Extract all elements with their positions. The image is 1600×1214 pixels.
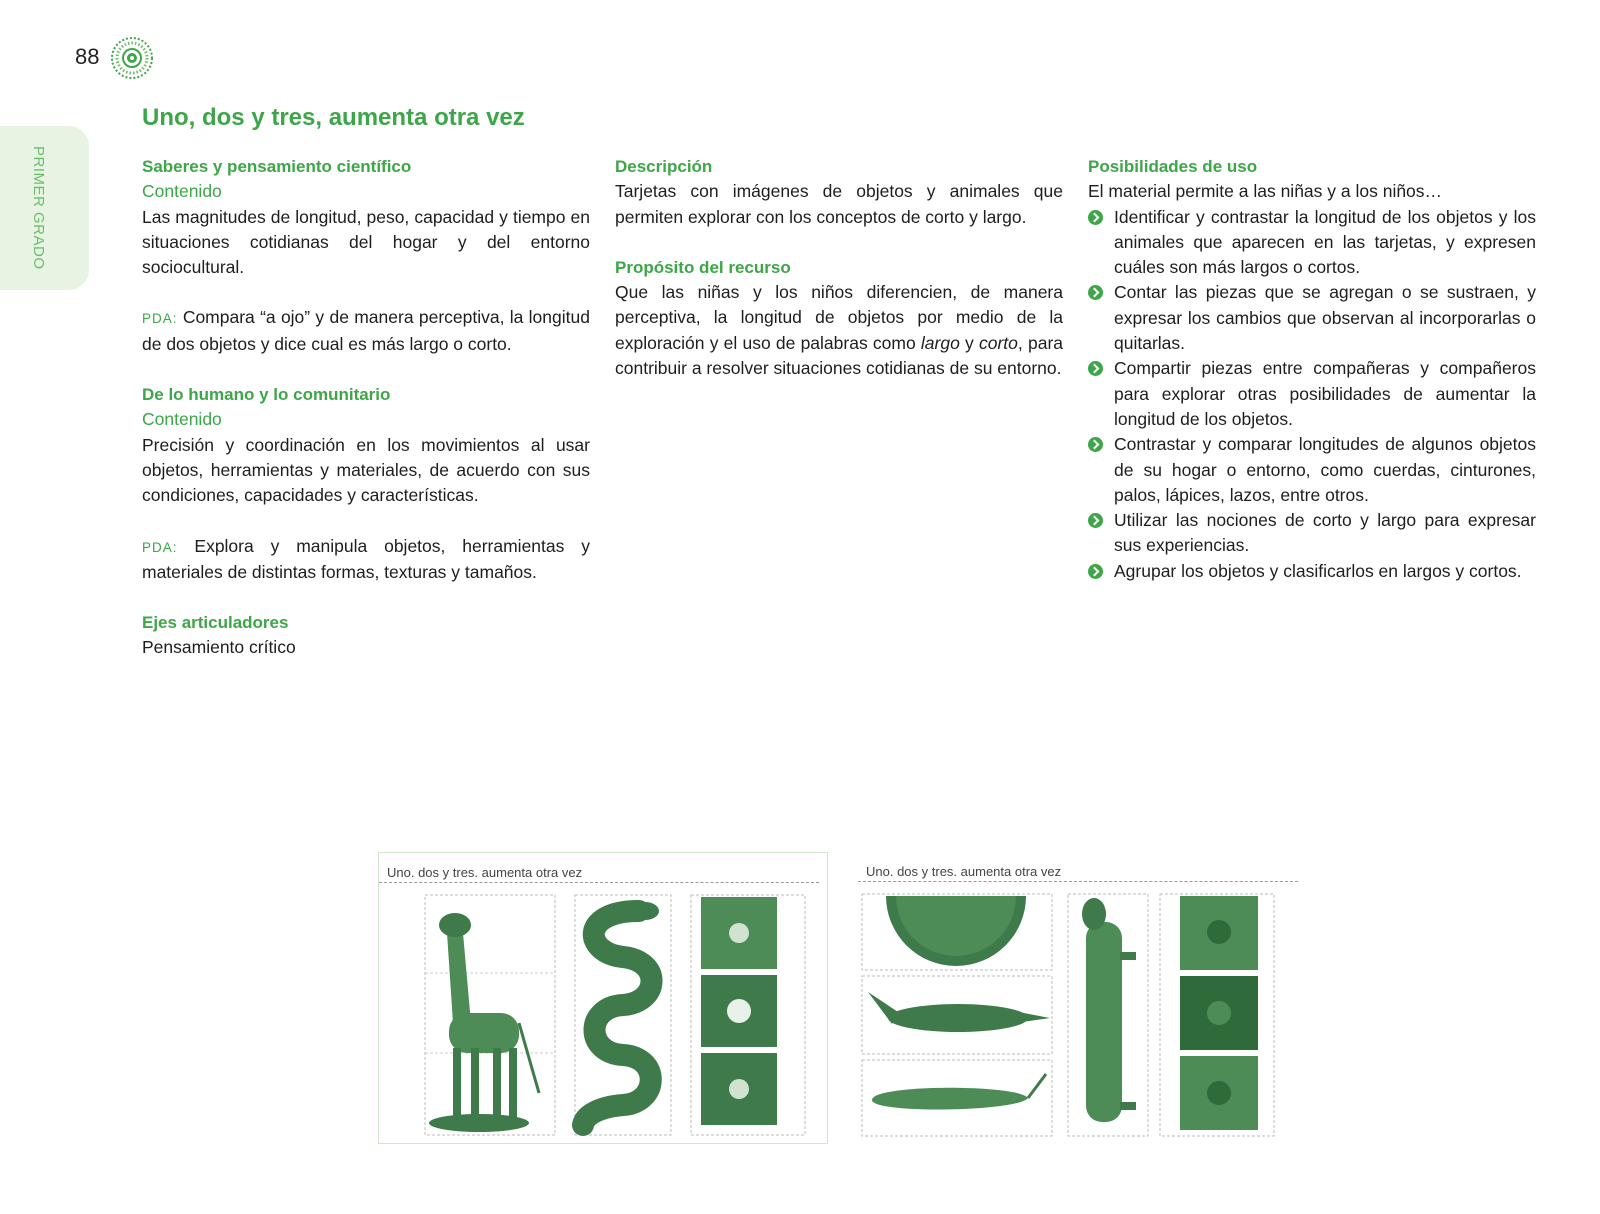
chevron-bullet-icon [1088, 285, 1103, 300]
ejes-heading: Ejes articuladores [142, 613, 289, 633]
saberes-contenido-label: Contenido [142, 181, 222, 202]
list-item-text: Utilizar las nociones de corto y largo para expresar sus experiencias. [1114, 510, 1536, 556]
humano-contenido-label: Contenido [142, 409, 222, 430]
chevron-bullet-icon [1088, 361, 1103, 376]
humano-pda [142, 534, 590, 586]
pda-label: PDA: [142, 539, 178, 555]
posibilidades-list [1088, 205, 1536, 584]
chevron-bullet-icon [1088, 564, 1103, 579]
list-item [1088, 559, 1536, 584]
list-item-text: Compartir piezas entre compañeras y compañeros para explorar otras posibilidades de aumentar la longitud de los objetos. [1114, 358, 1536, 429]
saberes-pda-text: Compara “a ojo” y de manera perceptiva, la longitud de dos objetos y dice cual es más largo o corto. [142, 307, 590, 354]
proposito-emphasis: largo [920, 332, 960, 353]
ejes-text: Pensamiento crítico [142, 637, 296, 658]
dachshund-card [1068, 894, 1148, 1136]
list-item-text: Contar las piezas que se agregan o se sustraen, y expresar los cambios que observan al incorporarlas o quitarlas. [1114, 282, 1536, 354]
page-number: 88 [75, 44, 100, 69]
proposito-emphasis: corto [979, 332, 1018, 353]
descripcion-text: Tarjetas con imágenes de objetos y animales que permiten explorar con los conceptos de corto y largo. [615, 181, 1063, 227]
snake-card [575, 895, 671, 1135]
saberes-contenido-text: Las magnitudes de longitud, peso, capacidad y tiempo en situaciones cotidianas del hogar y del entorno sociocultural. [142, 206, 590, 278]
card-illustrations [379, 853, 827, 1143]
column-saberes [142, 154, 590, 661]
list-item [1088, 205, 1536, 281]
chevron-bullet-icon [1088, 437, 1103, 452]
list-item-text: Agrupar los objetos y clasificarlos en largos y cortos. [1114, 560, 1522, 581]
saberes-heading: Saberes y pensamiento científico [142, 157, 412, 176]
humano-heading: De lo humano y lo comunitario [142, 385, 391, 405]
sun-emblem-icon [110, 36, 154, 80]
saberes-pda [142, 305, 590, 357]
list-item [1088, 356, 1536, 432]
card-illustrations [858, 852, 1303, 1142]
descripcion-heading: Descripción [615, 157, 713, 176]
list-item [1088, 280, 1536, 356]
card-sheet-1 [378, 852, 828, 1144]
chevron-bullet-icon [1088, 210, 1103, 225]
crocodile-card [862, 976, 1052, 1054]
list-item-text: Contrastar y comparar longitudes de algunos objetos de su hogar o entorno, como cuerdas, cinturones, palos, lápices, lazos, entre otros. [1114, 434, 1536, 505]
sheet-caption: Uno. dos y tres. aumenta otra vez [387, 865, 583, 880]
side-tab-label: PRIMER GRADO [30, 146, 47, 270]
column-posibilidades [1088, 154, 1536, 584]
list-item-text: Identificar y contrastar la longitud de los objetos y los animales que aparecen en las tarjetas, y expresen cuáles son más largos o cortos. [1114, 206, 1536, 278]
page-title: Uno, dos y tres, aumenta otra vez [142, 104, 525, 131]
papel-picado-card [691, 895, 805, 1135]
proposito-heading: Propósito del recurso [615, 257, 791, 277]
proposito-text-part: y [959, 332, 979, 353]
proposito-text-part: Que las niñas y los niños diferencien, de manera perceptiva, la longitud de objetos por medio de la exploración y el uso de palabras como [615, 282, 1063, 353]
sheet-caption: Uno. dos y tres. aumenta otra vez [866, 864, 1062, 879]
humano-contenido-text: Precisión y coordinación en los movimientos al usar objetos, herramientas y materiales, de acuerdo con sus condiciones, capacidades y características. [142, 434, 590, 506]
column-descripcion [615, 154, 1063, 381]
pda-label: PDA: [142, 311, 178, 327]
humano-pda-text: Explora y manipula objetos, herramientas y materiales de distintas formas, texturas y tamaños. [142, 535, 590, 582]
list-item [1088, 432, 1536, 508]
giraffe-card [425, 895, 555, 1135]
proposito-text-part: , para contribuir a resolver situaciones cotidianas de su entorno. [615, 332, 1063, 379]
proposito-text [615, 280, 1063, 381]
chevron-bullet-icon [1088, 513, 1103, 528]
posibilidades-intro: El material permite a las niñas y a los niños… [1088, 181, 1443, 202]
carrot-card [862, 1060, 1052, 1136]
watermelon-card [862, 894, 1052, 970]
papel-picado-card [1160, 894, 1274, 1136]
list-item [1088, 508, 1536, 559]
posibilidades-heading: Posibilidades de uso [1088, 157, 1258, 176]
card-sheet-2 [858, 852, 1303, 1142]
